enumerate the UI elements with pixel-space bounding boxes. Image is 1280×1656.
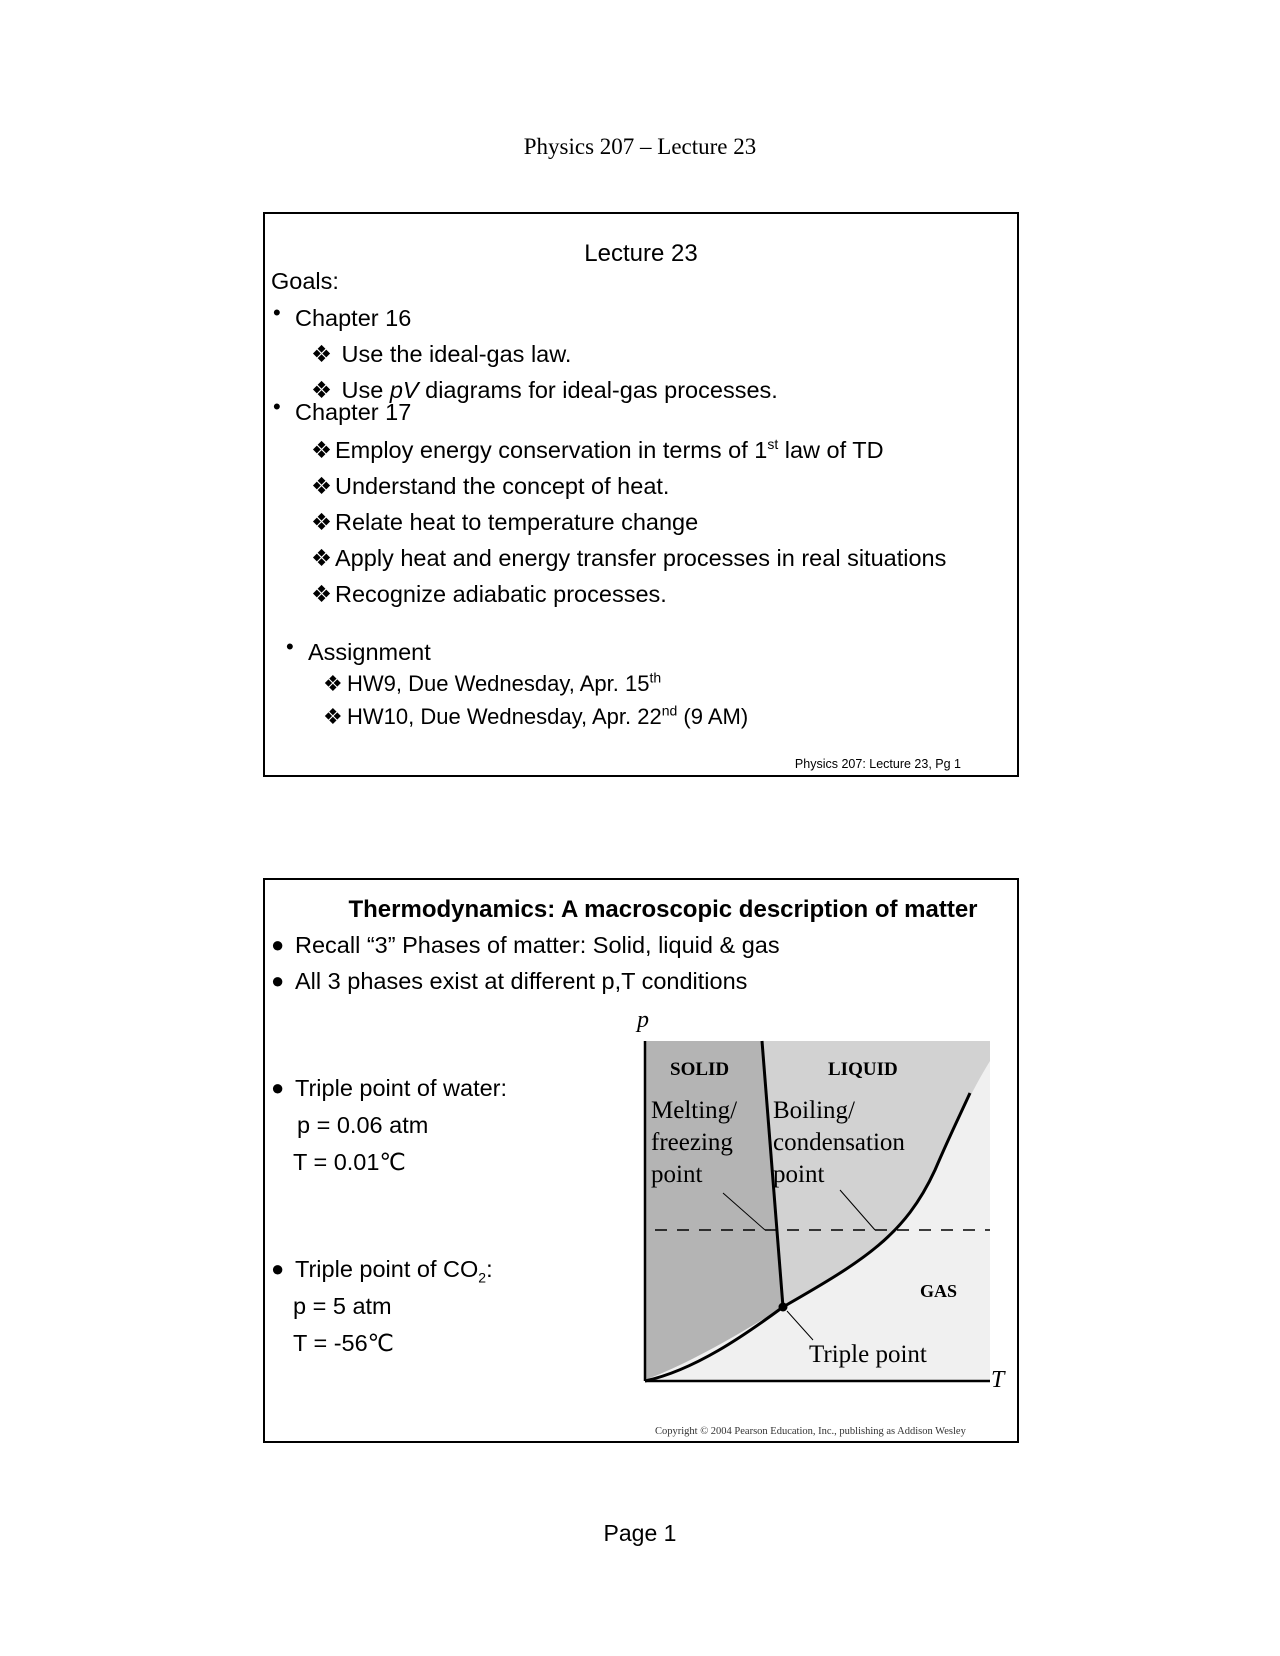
diamond-bullet-icon: ❖	[311, 437, 333, 463]
slide-thermodynamics	[263, 878, 1019, 1443]
phases-conditions: All 3 phases exist at different p,T conditions	[295, 968, 748, 994]
chapter-17: Chapter 17	[295, 399, 412, 425]
goal-item: ❖ Use the ideal-gas law.	[311, 341, 572, 367]
triple-point-marker	[779, 1303, 788, 1312]
assignment-label: Assignment	[308, 639, 431, 665]
goal-item: ❖ Understand the concept of heat.	[311, 473, 670, 499]
hw-item: ❖ HW10, Due Wednesday, Apr. 22nd (9 AM)	[323, 702, 749, 729]
goal-item: ❖ Employ energy conservation in terms of 1st law of TD	[311, 436, 884, 463]
chapter-16: Chapter 16	[295, 305, 412, 331]
diamond-bullet-icon: ❖	[323, 671, 343, 696]
label-gas: GAS	[920, 1281, 958, 1301]
diamond-bullet-icon: ❖	[311, 545, 333, 571]
phases-recall: Recall “3” Phases of matter: Solid, liquid & gas	[295, 932, 780, 958]
co2-temperature: T = -56℃	[293, 1330, 395, 1356]
slide-lecture-goals	[263, 212, 1019, 777]
copyright: Copyright © 2004 Pearson Education, Inc., publishing as Addison Wesley	[655, 1426, 966, 1437]
slide-title: Thermodynamics: A macroscopic description of matter	[348, 896, 978, 923]
goal-item: ❖ Relate heat to temperature change	[311, 509, 699, 535]
slide-title: Lecture 23	[584, 240, 698, 267]
phase-diagram	[635, 1005, 1011, 1395]
co2-pressure: p = 5 atm	[293, 1293, 392, 1319]
label-melting-point: point	[651, 1161, 703, 1188]
diamond-bullet-icon: ❖	[311, 341, 333, 367]
hw-item: ❖ HW9, Due Wednesday, Apr. 15th	[323, 669, 662, 696]
water-temperature: T = 0.01℃	[293, 1149, 406, 1175]
bullet-icon: •	[273, 300, 281, 325]
goal-item: ❖ Apply heat and energy transfer processes in real situations	[311, 545, 947, 571]
water-pressure: p = 0.06 atm	[297, 1112, 429, 1138]
label-liquid: LIQUID	[828, 1059, 898, 1080]
label-condensation: condensation	[773, 1129, 905, 1156]
bullet-icon: ●	[271, 968, 285, 993]
slide-footer: Physics 207: Lecture 23, Pg 1	[794, 757, 961, 771]
bullet-icon: ●	[271, 1075, 285, 1100]
page-footer: Page 1	[603, 1520, 677, 1546]
co2-triple-title: Triple point of $CO_2$:	[295, 1256, 493, 1286]
label-melting: Melting/	[651, 1097, 738, 1124]
goals-label: Goals:	[271, 268, 339, 294]
diamond-bullet-icon: ❖	[323, 704, 343, 729]
bullet-icon: ●	[271, 1256, 285, 1281]
diamond-bullet-icon: ❖	[311, 473, 333, 499]
label-boiling-point: point	[773, 1161, 825, 1188]
bullet-icon: •	[286, 634, 294, 659]
label-boiling: Boiling/	[773, 1097, 855, 1124]
page-header: Physics 207 – Lecture 23	[523, 134, 757, 159]
diamond-bullet-icon: ❖	[311, 581, 333, 607]
diamond-bullet-icon: ❖	[311, 377, 333, 403]
bullet-icon: ●	[271, 932, 285, 957]
label-solid: SOLID	[670, 1059, 730, 1080]
axis-label-T: T	[991, 1367, 1005, 1393]
bullet-icon: •	[273, 394, 281, 419]
axis-label-p: p	[637, 1007, 649, 1033]
label-freezing: freezing	[651, 1129, 733, 1156]
label-triple-point: Triple point	[809, 1341, 927, 1368]
goal-item: ❖ Recognize adiabatic processes.	[311, 581, 667, 607]
water-triple-title: Triple point of water:	[295, 1075, 508, 1101]
diamond-bullet-icon: ❖	[311, 509, 333, 535]
goal-item: ❖ Use pV diagrams for ideal-gas processes.	[311, 377, 778, 403]
